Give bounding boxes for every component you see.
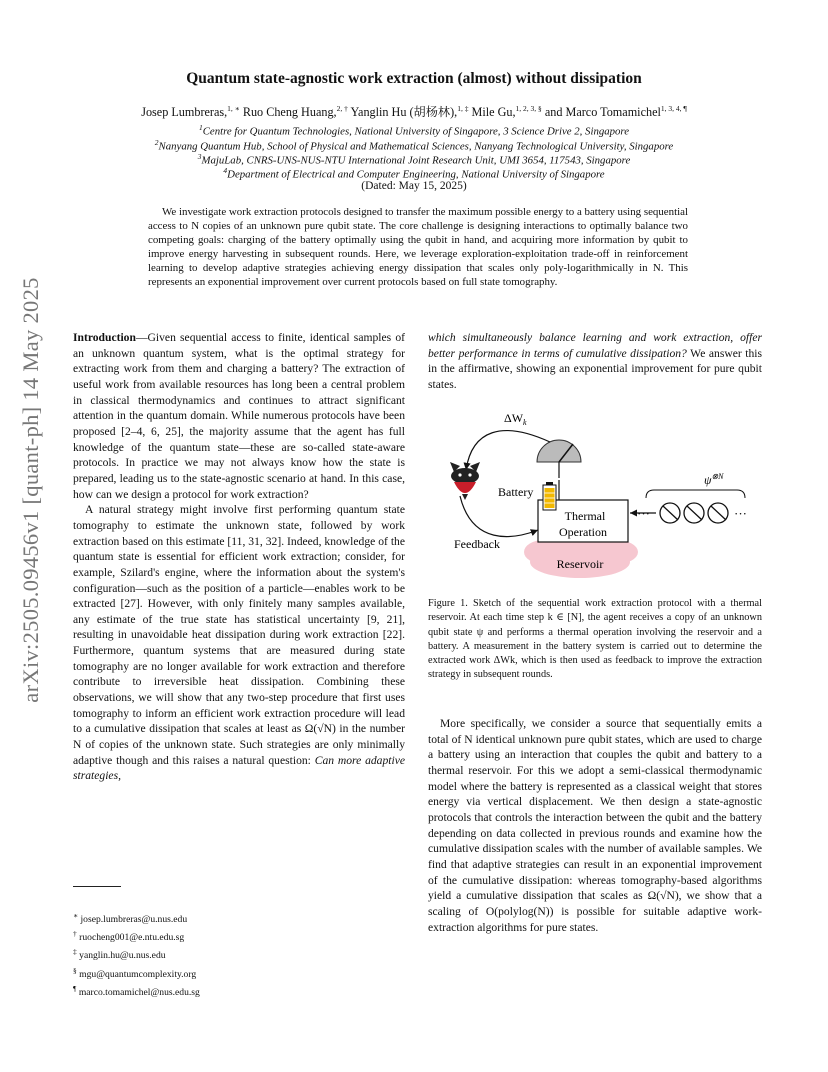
author-list	[0, 103, 828, 120]
protocol-sketch	[432, 400, 762, 590]
intro-paragraph: Introduction—Given sequential access to finite, identical samples of an unknown quantum system, what is the optimal strategy for extracting work from them and charging a battery? The extraction of useful work from available resources has long been a central problem in classical thermodynamics and continues to attract significant attention in the quantum domain. While numerous protocols have been proposed [2–4, 6, 25], the majority assume that the agent has full knowledge of the quantum state—these are so-called state-aware protocols. In practice we may not always know how the state is prepared, leading us to the state-agnostic scenario at hand. In this case, how can we design a protocol for work extraction?	[73, 331, 405, 501]
dots-left: ···	[637, 506, 650, 521]
body-paragraph: A natural strategy might involve first performing quantum state tomography to estimate the unknown state, followed by work extraction based on this estimate [11, 31, 32]. Indeed, knowledge of the quantum state is essential for efficient work extraction; consider, for example, Szilard's engine, where the information about the system's configuration—such as the position of a particle—enables work to be extracted [27]. However, with only finitely many samples available, any estimate of the true state has statistical uncertainty [9, 21], resulting in unavoidable heat dissipation during work extraction [22]. Furthermore, quantum systems that are measured during state tomography are no longer available for work extraction and therefore contribute to irreversible heat dissipation. Combining these observations, we will show that any two-step procedure that first uses tomography to inform an efficient work extraction procedure will lead to a cumulative dissipation that scales at least as Ω(√N) in the number N of copies of the unknown state. Such strategies are only minimally adaptive though and this raises a natural question: Can more adaptive strategies,	[73, 503, 405, 783]
feedback-label: Feedback	[454, 537, 500, 551]
battery-label: Battery	[498, 485, 534, 499]
footnote: † ruocheng001@e.ntu.edu.sg	[73, 929, 185, 944]
qubit-brace	[646, 490, 745, 498]
author: Josep Lumbreras,$^{1, ∗}$	[141, 103, 240, 119]
author: Yanglin Hu (胡杨林),$^{1, \ddagger}$	[350, 103, 469, 119]
affiliation: $^4$Department of Electrical and Computer Engineering, National University of Singapore	[223, 166, 605, 181]
thermal-label: Thermal	[564, 509, 606, 523]
affiliation: $^1$Centre for Quantum Technologies, National University of Singapore, 3 Science Drive 2, Singapore	[198, 123, 630, 138]
agent-devil-icon	[450, 462, 480, 500]
right-column-top	[428, 330, 762, 393]
footnote: ‡ yanglin.hu@u.nus.edu	[73, 947, 166, 962]
psi-label: $\psi^{\otimes N}$	[704, 472, 724, 487]
right-column-bottom	[428, 716, 762, 935]
intro-heading: Introduction	[73, 331, 136, 344]
battery-icon	[543, 482, 556, 510]
arxiv-id: arXiv:2505.09456v1 [quant-ph] 14 May 2025	[18, 277, 43, 703]
dated-line: (Dated: May 15, 2025)	[361, 180, 467, 192]
footnote: § mgu@quantumcomplexity.org	[73, 965, 197, 980]
paper-title: Quantum state-agnostic work extraction (almost) without dissipation	[186, 70, 642, 87]
operation-label: Operation	[559, 525, 607, 539]
footnotes	[73, 909, 373, 1000]
figure-caption: Figure 1. Sketch of the sequential work extraction protocol with a thermal reservoir. At each time step k ∈ [N], the agent receives a copy of an unknown qubit state ψ and performs a thermal operation involving the reservoir and a battery. A measurement in the battery system is carried out to determine the extracted work ΔWk, which is then used as feedback to improve the extraction strategy in subsequent rounds.	[428, 598, 762, 681]
gauge-icon	[537, 440, 581, 478]
body-paragraph: which simultaneously balance learning and work extraction, offer better performance in terms of cumulative dissipation? We answer this in the affirmative, showing an exponential improvement for pure qubit states.	[428, 331, 763, 391]
qubit-icons	[660, 503, 728, 523]
dots-right: ···	[734, 506, 747, 521]
figure-1-diagram	[432, 400, 762, 590]
left-column	[73, 330, 405, 784]
author: Ruo Cheng Huang,$^{2, \dagger}$	[242, 103, 348, 119]
affiliation: $^2$Nanyang Quantum Hub, School of Physical and Mathematical Sciences, Nanyang Technological University, Singapore	[154, 138, 674, 153]
affiliation: $^3$MajuLab, CNRS-UNS-NUS-NTU International Joint Research Unit, UMI 3654, 117543, Singapore	[197, 152, 631, 167]
abstract: We investigate work extraction protocols designed to transfer the maximum possible energy to a battery using sequential access to N copies of an unknown pure qubit state. The core challenge is designing interactions to optimally balance two competing goals: charging of the battery optimally using the qubit in hand, and acquiring more information by qubit to improve energy harvesting in subsequent rounds. Here, we leverage exploration-exploitation trade-off in reinforcement learning to develop adaptive strategies achieving energy dissipation that scales only poly-logarithmically in N. This represents an exponential improvement over current protocols based on full state tomography.	[148, 206, 688, 289]
author: Mile Gu,$^{1, 2, 3, \S}$	[471, 103, 542, 119]
feedback-arrow	[460, 496, 538, 537]
delta-w-label: $\Delta W_k$	[504, 411, 527, 427]
footnote-rule	[73, 886, 121, 887]
footnote: ∗ josep.lumbreras@u.nus.edu	[73, 911, 188, 926]
footnote: ¶ marco.tomamichel@nus.edu.sg	[73, 983, 200, 998]
author: and Marco Tomamichel$^{1, 3, 4, \P}$	[544, 103, 687, 119]
arxiv-sidebar-stamp	[10, 270, 52, 710]
reservoir-label: Reservoir	[556, 557, 604, 571]
body-paragraph: More specifically, we consider a source that sequentially emits a total of N identical unknown pure qubit states, which are used to charge a battery using an interaction that couples the qubit and battery to a thermal reservoir. For this we adopt a semi-classical thermodynamic model where the battery is represented as a classical weight that stores energy via vertical displacement. We then design a state-agnostic protocols that controls the interaction between the qubit and the battery depending on data collected in previous rounds and examine how the cumulative dissipation scales with the number of available samples. We find that adaptive strategies can result in an exponential improvement of the cumulative dissipation: whereas tomography-based algorithms yield a cumulative dissipation that scales as Ω(√N), we show that a scaling of O(polylog(N)) is possible for suitable adaptive work-extraction algorithms for pure states.	[428, 717, 762, 934]
